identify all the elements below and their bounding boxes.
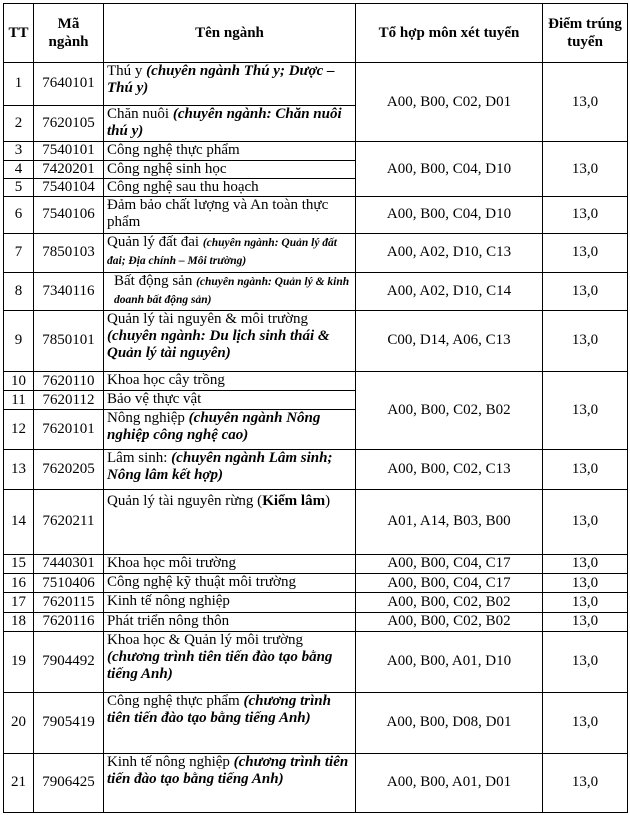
table-row — [4, 233, 628, 273]
table-row — [4, 554, 628, 573]
cutoff-score: 13,0 — [543, 574, 628, 593]
program-name — [104, 692, 356, 753]
program-note: (chuyên ngành: Du lịch sinh thái & Quản lý tài nguyên) — [107, 327, 330, 361]
subject-combination: A00, A02, D10, C14 — [356, 273, 543, 311]
subject-combination: C00, D14, A06, C13 — [356, 310, 543, 371]
cutoff-score: 13,0 — [543, 489, 628, 554]
cutoff-score: 13,0 — [543, 631, 628, 692]
row-number: 14 — [4, 489, 34, 554]
program-note: (chuyên ngành: Quản lý & kinh doanh bất động sản) — [114, 276, 350, 307]
program-note: (chương trình tiên tiến đào tạo bằng tiếng Anh) — [107, 753, 349, 787]
subject-combination: A00, B00, C04, D10 — [356, 197, 543, 234]
subject-combination: A00, B00, C02, B02 — [356, 612, 543, 631]
row-number: 13 — [4, 450, 34, 490]
program-note: (chuyên ngành Thú y; Dược – Thú y) — [107, 63, 335, 96]
row-number: 11 — [4, 391, 34, 410]
program-note: (chuyên ngành: Quản lý đất đai; Địa chính – Môi trường) — [107, 236, 337, 267]
header-row — [4, 4, 628, 63]
cutoff-score: 13,0 — [543, 753, 628, 812]
program-name — [104, 450, 356, 490]
header-to-hop: Tổ hợp môn xét tuyển — [356, 4, 543, 63]
program-title: Kinh tế nông nghiệp — [107, 753, 234, 770]
program-name — [104, 63, 356, 106]
row-number: 20 — [4, 692, 34, 753]
row-number: 15 — [4, 554, 34, 573]
subject-combination: A00, B00, C02, D01 — [356, 63, 543, 142]
program-name — [104, 410, 356, 450]
program-name: Công nghệ kỹ thuật môi trường — [104, 574, 356, 593]
header-tt: TT — [4, 4, 34, 63]
row-number: 16 — [4, 574, 34, 593]
subject-combination: A00, B00, C04, C17 — [356, 574, 543, 593]
row-number: 1 — [4, 63, 34, 106]
program-highlight: Kiểm lâm — [262, 492, 326, 509]
subject-combination: A00, B00, A01, D10 — [356, 631, 543, 692]
subject-combination: A00, B00, A01, D01 — [356, 753, 543, 812]
subject-combination: A00, B00, C02, B02 — [356, 371, 543, 449]
subject-combination: A00, A02, D10, C13 — [356, 233, 543, 273]
cutoff-score: 13,0 — [543, 371, 628, 449]
program-note: (chương trình tiên tiến đào tạo bằng tiếng Anh) — [107, 648, 333, 682]
program-code: 7540101 — [34, 142, 104, 160]
row-number: 19 — [4, 631, 34, 692]
table-row — [4, 142, 628, 160]
row-number: 9 — [4, 310, 34, 371]
cutoff-score: 13,0 — [543, 310, 628, 371]
table-row — [4, 371, 628, 390]
program-code: 7420201 — [34, 160, 104, 178]
program-note: (chuyên ngành Nông nghiệp công nghệ cao) — [107, 410, 321, 444]
subject-combination: A00, B00, C04, D10 — [356, 142, 543, 197]
row-number: 4 — [4, 160, 34, 178]
subject-combination: A00, B00, D08, D01 — [356, 692, 543, 753]
table-row — [4, 273, 628, 311]
program-code: 7620115 — [34, 593, 104, 612]
subject-combination: A00, B00, C04, C17 — [356, 554, 543, 573]
program-title: Quản lý tài nguyên rừng ( — [107, 492, 263, 509]
cutoff-score: 13,0 — [543, 233, 628, 273]
program-code: 7905419 — [34, 692, 104, 753]
program-code: 7620105 — [34, 105, 104, 142]
row-number: 8 — [4, 273, 34, 311]
cutoff-score: 13,0 — [543, 273, 628, 311]
program-code: 7620116 — [34, 612, 104, 631]
row-number: 3 — [4, 142, 34, 160]
program-code: 7620110 — [34, 371, 104, 390]
program-name: Kinh tế nông nghiệp — [104, 593, 356, 612]
program-note: (chương trình tiên tiến đào tạo bằng tiếng Anh) — [107, 692, 331, 726]
cutoff-score: 13,0 — [543, 612, 628, 631]
program-code: 7620112 — [34, 391, 104, 410]
program-name: Công nghệ sau thu hoạch — [104, 178, 356, 196]
program-code: 7906425 — [34, 753, 104, 812]
subject-combination: A01, A14, B03, B00 — [356, 489, 543, 554]
program-title: Thú y — [107, 63, 147, 79]
program-name: Công nghệ thực phẩm — [104, 142, 356, 160]
program-title: Lâm sinh: — [107, 450, 172, 467]
table-row — [4, 631, 628, 692]
table-row — [4, 593, 628, 612]
row-number: 18 — [4, 612, 34, 631]
table-row — [4, 692, 628, 753]
row-number: 21 — [4, 753, 34, 812]
table-row — [4, 574, 628, 593]
program-title: Quản lý đất đai — [107, 233, 203, 250]
program-name — [104, 233, 356, 273]
program-name: Khoa học môi trường — [104, 554, 356, 573]
program-code: 7510406 — [34, 574, 104, 593]
program-name — [104, 631, 356, 692]
program-code: 7540104 — [34, 178, 104, 196]
program-code: 7640101 — [34, 63, 104, 106]
cutoff-score: 13,0 — [543, 593, 628, 612]
program-title: Khoa học & Quản lý môi trường — [107, 631, 304, 648]
program-code: 7540106 — [34, 197, 104, 234]
table-row — [4, 489, 628, 554]
header-ma-nganh: Mã ngành — [34, 4, 104, 63]
program-title: Chăn nuôi — [107, 105, 173, 122]
table-row — [4, 753, 628, 812]
program-code: 7620101 — [34, 410, 104, 450]
program-name: Đảm bảo chất lượng và An toàn thực phẩm — [104, 197, 356, 234]
cutoff-score: 13,0 — [543, 692, 628, 753]
table-row — [4, 63, 628, 106]
row-number: 6 — [4, 197, 34, 234]
table-row — [4, 450, 628, 490]
header-ten-nganh: Tên ngành — [104, 4, 356, 63]
program-name — [104, 105, 356, 142]
row-number: 2 — [4, 105, 34, 142]
program-code: 7850103 — [34, 233, 104, 273]
row-number: 17 — [4, 593, 34, 612]
program-code: 7620211 — [34, 489, 104, 554]
program-name: Bảo vệ thực vật — [104, 391, 356, 410]
program-title: Quản lý tài nguyên & môi trường — [107, 310, 309, 327]
program-title: Bất động sản — [114, 273, 197, 290]
table-row — [4, 310, 628, 371]
row-number: 5 — [4, 178, 34, 196]
program-title-end: ) — [325, 492, 331, 509]
program-name — [104, 310, 356, 371]
row-number: 10 — [4, 371, 34, 390]
program-name — [104, 753, 356, 812]
program-name: Phát triển nông thôn — [104, 612, 356, 631]
program-name: Khoa học cây trồng — [104, 371, 356, 390]
program-code: 7850101 — [34, 310, 104, 371]
program-name — [104, 489, 356, 554]
cutoff-score: 13,0 — [543, 197, 628, 234]
row-number: 7 — [4, 233, 34, 273]
program-note: (chuyên ngành: Chăn nuôi thú y) — [107, 105, 342, 139]
cutoff-score: 13,0 — [543, 450, 628, 490]
program-name: Công nghệ sinh học — [104, 160, 356, 178]
cutoff-score: 13,0 — [543, 554, 628, 573]
row-number: 12 — [4, 410, 34, 450]
program-title: Công nghệ thực phẩm — [107, 692, 244, 709]
program-name — [104, 273, 356, 311]
program-code: 7340116 — [34, 273, 104, 311]
table-row — [4, 197, 628, 234]
program-note: (chuyên ngành Lâm sinh; Nông lâm kết hợp) — [107, 450, 333, 484]
program-title: Nông nghiệp — [107, 410, 189, 427]
table-row — [4, 612, 628, 631]
subject-combination: A00, B00, C02, C13 — [356, 450, 543, 490]
program-code: 7620205 — [34, 450, 104, 490]
header-diem: Điểm trúng tuyển — [543, 4, 628, 63]
program-code: 7440301 — [34, 554, 104, 573]
cutoff-score: 13,0 — [543, 142, 628, 197]
admission-score-table — [3, 3, 628, 813]
cutoff-score: 13,0 — [543, 63, 628, 142]
subject-combination: A00, B00, C02, B02 — [356, 593, 543, 612]
program-code: 7904492 — [34, 631, 104, 692]
